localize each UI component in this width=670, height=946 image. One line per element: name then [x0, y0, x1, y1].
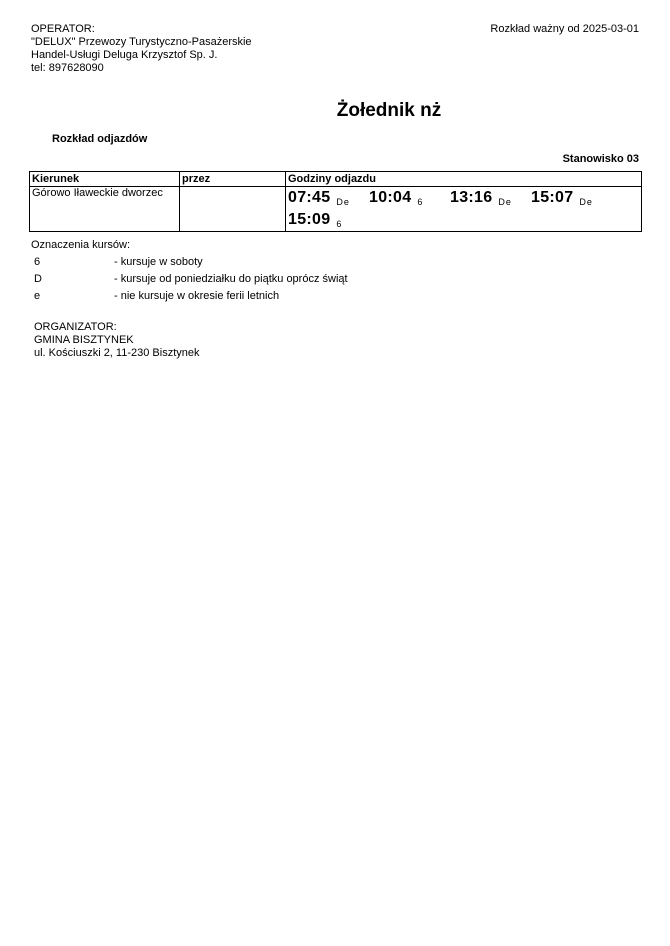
departure-list — [288, 187, 639, 231]
operator-phone: tel: 897628090 — [31, 62, 104, 74]
departure-marks: De — [498, 197, 512, 207]
departure-time: 07:45 — [288, 189, 331, 206]
legend-description: - kursuje w soboty — [114, 256, 203, 268]
departure — [450, 187, 531, 209]
legend-title: Oznaczenia kursów: — [31, 239, 131, 251]
departure-time: 13:16 — [450, 189, 493, 206]
operator-name-line2: Handel-Usługi Deluga Krzysztof Sp. J. — [31, 49, 218, 61]
legend-description: - nie kursuje w okresie ferii letnich — [114, 290, 280, 302]
legend-description: - kursuje od poniedziałku do piątku oprócz świąt — [114, 273, 348, 285]
row-direction: Górowo Iławeckie dworzec — [30, 187, 180, 232]
row-times — [286, 187, 642, 232]
stop-name: Żołednik nż — [336, 100, 442, 121]
header-direction: Kierunek — [30, 172, 180, 187]
header-via: przez — [180, 172, 286, 187]
operator-label: OPERATOR: — [31, 23, 95, 35]
legend-code: 6 — [34, 256, 41, 268]
legend — [34, 254, 348, 305]
organizer-label: ORGANIZATOR: — [34, 321, 117, 333]
operator-name-line1: "DELUX" Przewozy Turystyczno-Pasażerskie — [31, 36, 252, 48]
departure-time: 15:09 — [288, 211, 331, 228]
platform-label: Stanowisko 03 — [562, 153, 639, 165]
valid-from: Rozkład ważny od 2025-03-01 — [490, 23, 639, 35]
departure — [531, 187, 612, 209]
organizer-address: ul. Kościuszki 2, 11-230 Bisztynek — [34, 347, 200, 359]
legend-item — [34, 288, 348, 305]
timetable — [29, 171, 642, 232]
departure — [369, 187, 450, 209]
departure-time: 10:04 — [369, 189, 412, 206]
departure — [288, 209, 369, 231]
organizer-block — [34, 321, 199, 360]
departure-marks: 6 — [336, 219, 343, 229]
operator-block — [31, 23, 252, 75]
departure — [288, 187, 369, 209]
row-via — [180, 187, 286, 232]
departure-marks: De — [336, 197, 350, 207]
section-title: Rozkład odjazdów — [52, 133, 148, 145]
departure-marks: De — [579, 197, 593, 207]
legend-item — [34, 271, 348, 288]
departure-time: 15:07 — [531, 189, 574, 206]
legend-code: e — [34, 290, 41, 302]
table-row — [30, 187, 642, 232]
organizer-name: GMINA BISZTYNEK — [34, 334, 134, 346]
legend-item — [34, 254, 348, 271]
header-times: Godziny odjazdu — [286, 172, 642, 187]
timetable-header-row — [30, 172, 642, 187]
departure-marks: 6 — [417, 197, 424, 207]
legend-code: D — [34, 273, 42, 285]
